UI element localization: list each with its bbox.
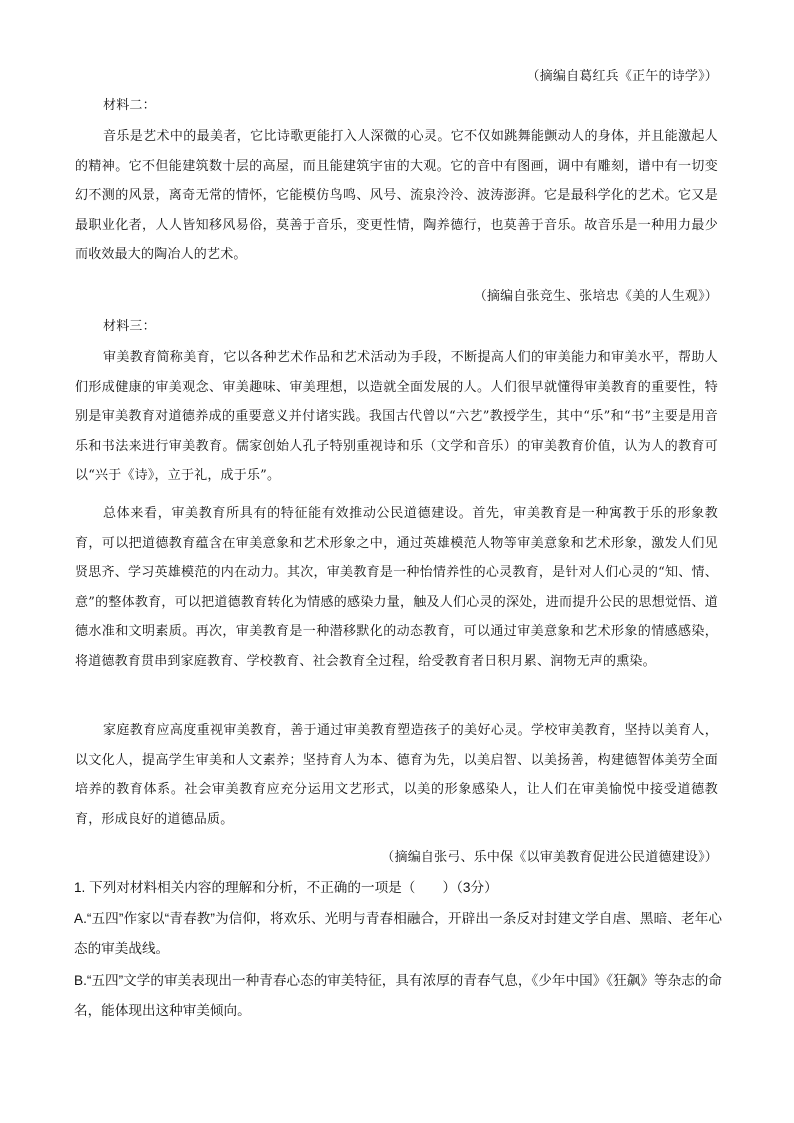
material-3-paragraph-3: 家庭教育应高度重视审美教育，善于通过审美教育塑造孩子的美好心灵。学校审美教育，坚持以美育人，以文化人，提高学生审美和人文素养；坚持育人为本、德育为先，以美启智、以美扬善，构建德智体美劳全面培养的教育体系。社会审美教育应充分运用文艺形式，以美的形象感染人，让人们在审美愉悦中接受道德教育，形成良好的道德品质。 <box>75 723 718 827</box>
material-2-heading: 材料二： <box>103 98 156 113</box>
source-citation-1: （摘编自葛红兵《正午的诗学》） <box>526 69 718 84</box>
material-3-heading: 材料三： <box>103 319 156 334</box>
source-citation-3: （摘编自张弓、乐中保《以审美教育促进公民道德建设》） <box>381 850 718 865</box>
question-1-option-b: B.“五四”文学的审美表现出一种青春心态的审美特征，具有浓厚的青春气息，《少年中国》《狂飙》等杂志的命名，能体现出这种审美倾向。 <box>74 973 722 1018</box>
material-3-paragraph-2: 总体来看，审美教育所具有的特征能有效推动公民道德建设。首先，审美教育是一种寓教于乐的形象教育，可以把道德教育蕴含在审美意象和艺术形象之中，通过英雄模范人物等审美意象和艺术形象，激发人们见贤思齐、学习英雄模范的内在动力。其次，审美教育是一种怡情养性的心灵教育，是针对人们心灵的“知、情、意”的整体教育，可以把道德教育转化为情感的感染力量，触及人们心灵的深处，进而提升公民的思想觉悟、道德水准和文明素质。再次，审美教育是一种潜移默化的动态教育，可以通过审美意象和艺术形象的情感感染，将道德教育贯串到家庭教育、学校教育、社会教育全过程，给受教育者日积月累、润物无声的熏染。 <box>75 506 718 669</box>
question-1-option-a: A.“五四”作家以“青春教”为信仰，将欢乐、光明与青春相融合，开辟出一条反对封建文学自虐、黑暗、老年心态的审美战线。 <box>74 911 722 956</box>
question-1-stem: 1. 下列对材料相关内容的理解和分析，不正确的一项是（ ）（3分） <box>74 880 498 895</box>
material-3-paragraph-1: 审美教育简称美育，它以各种艺术作品和艺术活动为手段，不断提高人们的审美能力和审美水平，帮助人们形成健康的审美观念、审美趣味、审美理想，以造就全面发展的人。人们很早就懂得审美教育的重要性，特别是审美教育对道德养成的重要意义并付诸实践。我国古代曾以“六艺”教授学生，其中“乐”和“书”主要是用音乐和书法来进行审美教育。儒家创始人孔子特别重视诗和乐（文学和音乐）的审美教育价值，认为人的教育可以“兴于《诗》，立于礼，成于乐”。 <box>75 350 718 484</box>
material-2-paragraph: 音乐是艺术中的最美者，它比诗歌更能打入人深微的心灵。它不仅如跳舞能颤动人的身体，并且能激起人的精神。它不但能建筑数十层的高屋，而且能建筑宇宙的大观。它的音中有图画，调中有雕刻，谱中有一切变幻不测的风景，离奇无常的情怀，它能模仿鸟鸣、风号、流泉泠泠、波涛澎湃。它是最科学化的艺术。它又是最职业化者，人人皆知移风易俗，莫善于音乐，变更性情，陶养德行，也莫善于音乐。故音乐是一种用力最少而收效最大的陶冶人的艺术。 <box>75 129 718 263</box>
source-citation-2: （摘编自张竞生、张培忠《美的人生观》） <box>473 289 718 304</box>
